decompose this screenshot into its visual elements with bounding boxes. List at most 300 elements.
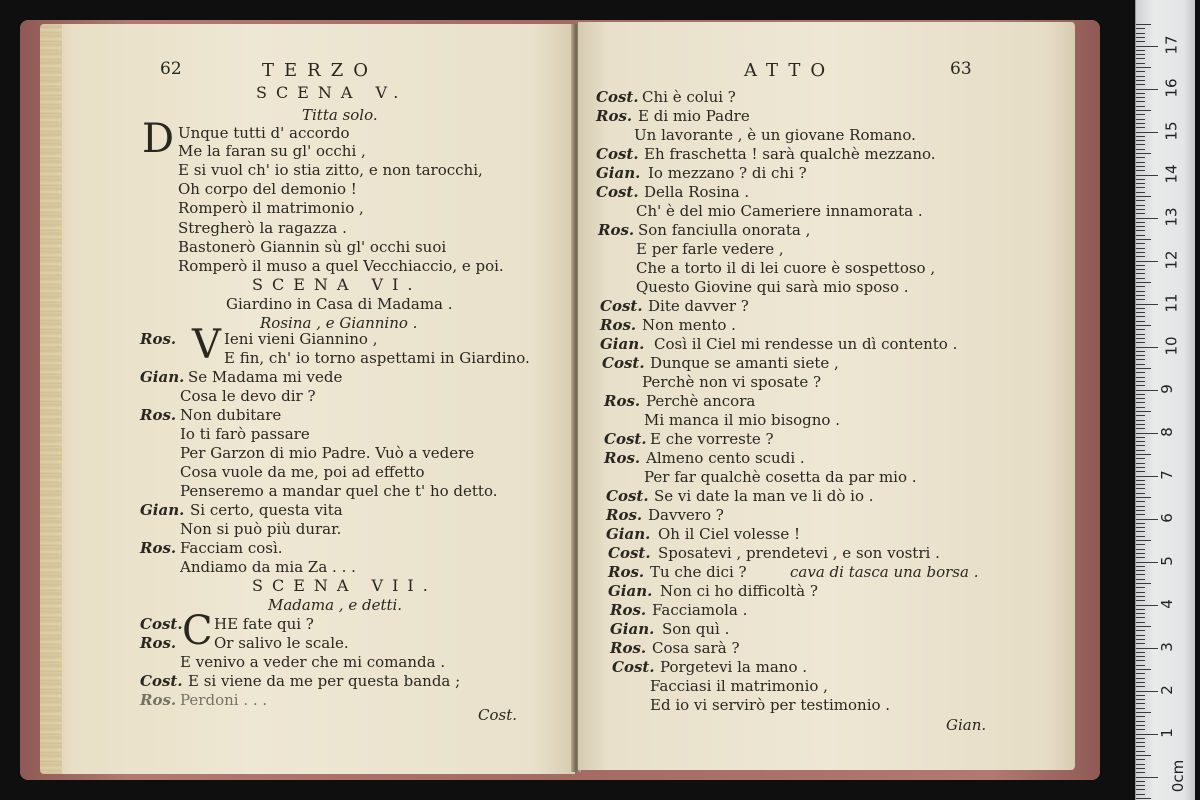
ruler-tick: [1136, 381, 1145, 382]
ruler-tick: [1136, 738, 1145, 739]
ruler-tick: [1136, 716, 1145, 717]
verse-line: Tu che dici ?: [650, 563, 747, 581]
ruler-tick: [1136, 441, 1145, 442]
drop-cap: D: [142, 116, 175, 162]
ruler-tick: [1136, 58, 1145, 59]
ruler-tick: [1136, 93, 1145, 94]
ruler-tick: [1136, 97, 1145, 98]
ruler-tick: [1136, 304, 1158, 305]
verse-line: Per far qualchè cosetta da par mio .: [644, 468, 917, 486]
verse-line: Ch' è del mio Cameriere innamorata .: [636, 202, 923, 220]
scene-title: SCENA VI.: [252, 275, 422, 294]
ruler-tick: [1136, 351, 1145, 352]
verse-line: Son fanciulla onorata ,: [638, 221, 811, 239]
ruler-tick: [1136, 570, 1145, 571]
ruler-label: 6: [1157, 513, 1176, 523]
ruler-tick: [1136, 424, 1145, 425]
ruler-tick: [1136, 562, 1158, 563]
ruler-tick: [1136, 445, 1145, 446]
ruler-tick: [1136, 729, 1145, 730]
ruler-tick: [1136, 768, 1145, 769]
ruler-label: 4: [1157, 599, 1176, 609]
speaker-label: Ros.: [604, 449, 641, 467]
ruler-tick: [1136, 665, 1145, 666]
ruler-tick: [1136, 678, 1145, 679]
ruler-tick: [1136, 686, 1145, 687]
ruler-label: 15: [1162, 121, 1181, 141]
verse-line: Cosa le devo dir ?: [180, 387, 316, 405]
ruler-tick: [1136, 28, 1145, 29]
verse-line: Non mento .: [642, 316, 736, 334]
verse-line: Non ci ho difficoltà ?: [660, 582, 818, 600]
scene-setting: Giardino in Casa di Madama .: [226, 295, 453, 313]
ruler-tick: [1136, 458, 1145, 459]
left-page: [40, 24, 575, 774]
ruler-tick: [1136, 497, 1151, 498]
ruler-tick: [1136, 278, 1145, 279]
drop-cap: V: [192, 322, 221, 368]
right-page: [578, 22, 1075, 770]
ruler-label: 16: [1162, 78, 1181, 98]
ruler-tick: [1136, 506, 1145, 507]
ruler-tick: [1136, 149, 1145, 150]
stage-direction: cava di tasca una borsa .: [790, 563, 979, 581]
page-number: 63: [950, 59, 972, 79]
ruler-tick: [1136, 536, 1145, 537]
ruler-tick: [1136, 407, 1145, 408]
speaker-label: Ros.: [604, 392, 641, 410]
ruler-tick: [1136, 583, 1151, 584]
ruler-tick: [1136, 119, 1145, 120]
scene-title: SCENA V.: [256, 83, 408, 102]
ruler-tick: [1136, 587, 1145, 588]
verse-line: Per Garzon di mio Padre. Vuò a vedere: [180, 444, 475, 462]
ruler-tick: [1136, 286, 1145, 287]
verse-line: HE fate qui ?: [214, 615, 314, 633]
speaker-label: Cost.: [596, 88, 639, 106]
ruler-tick: [1136, 691, 1158, 692]
ruler-tick: [1136, 110, 1151, 111]
ruler-tick: [1136, 162, 1145, 163]
ruler-tick: [1136, 402, 1145, 403]
verse-line: Facciasi il matrimonio ,: [650, 677, 828, 695]
ruler-tick: [1136, 222, 1145, 223]
ruler-tick: [1136, 368, 1151, 369]
ruler-tick: [1136, 321, 1145, 322]
ruler-tick: [1136, 725, 1145, 726]
speaker-label: Ros.: [140, 330, 177, 348]
ruler-label: 2: [1157, 685, 1176, 695]
ruler-tick: [1136, 712, 1151, 713]
ruler-tick: [1136, 755, 1151, 756]
ruler-tick: [1136, 295, 1145, 296]
ruler-tick: [1136, 699, 1145, 700]
ruler-tick: [1136, 415, 1145, 416]
ruler-tick: [1136, 273, 1145, 274]
speaker-label: Ros.: [600, 316, 637, 334]
speaker-label: Cost.: [596, 183, 639, 201]
ruler-tick: [1136, 596, 1145, 597]
ruler-tick: [1136, 144, 1145, 145]
ruler-label: 0cm: [1169, 759, 1188, 793]
verse-line: E di mio Padre: [638, 107, 750, 125]
ruler-tick: [1136, 708, 1145, 709]
catchword: Cost.: [478, 706, 518, 724]
ruler-tick: [1136, 781, 1145, 782]
drop-cap: C: [182, 608, 213, 654]
ruler-tick: [1136, 114, 1145, 115]
ruler-tick: [1136, 514, 1145, 515]
ruler-tick: [1136, 157, 1145, 158]
running-head: ATTO: [744, 60, 836, 81]
ruler-tick: [1136, 329, 1145, 330]
ruler-tick: [1136, 342, 1145, 343]
ruler-tick: [1136, 187, 1145, 188]
speaker-label: Gian.: [600, 335, 645, 353]
ruler-tick: [1136, 682, 1145, 683]
verse-line: Ed io vi servirò per testimonio .: [650, 696, 891, 714]
verse-line: Si certo, questa vita: [190, 501, 343, 519]
ruler-label: 14: [1162, 164, 1181, 184]
ruler-tick: [1136, 385, 1145, 386]
ruler-tick: [1136, 433, 1158, 434]
verse-line: E venivo a veder che mi comanda .: [180, 653, 446, 671]
speaker-label: Gian.: [610, 620, 655, 638]
verse-line: Sposatevi , prendetevi , e son vostri .: [658, 544, 940, 562]
ruler-tick: [1136, 84, 1145, 85]
verse-line: Stregherò la ragazza .: [178, 219, 347, 237]
ruler-tick: [1136, 226, 1145, 227]
verse-line: Dunque se amanti siete ,: [650, 354, 839, 372]
ruler-tick: [1136, 794, 1145, 795]
ruler-tick: [1136, 488, 1145, 489]
ruler-tick: [1136, 308, 1145, 309]
ruler-tick: [1136, 50, 1145, 51]
ruler-tick: [1136, 46, 1158, 47]
ruler-tick: [1136, 626, 1151, 627]
verse-line: Non si può più durar.: [180, 520, 342, 538]
ruler-tick: [1136, 140, 1145, 141]
ruler-tick: [1136, 450, 1145, 451]
speaker-label: Cost.: [596, 145, 639, 163]
verse-line: Se Madama mi vede: [188, 368, 343, 386]
ruler-tick: [1136, 695, 1145, 696]
ruler-tick: [1136, 248, 1145, 249]
ruler-tick: [1136, 484, 1145, 485]
verse-line: Non dubitare: [180, 406, 282, 424]
ruler-tick: [1136, 372, 1145, 373]
ruler-tick: [1136, 24, 1151, 25]
ruler-tick: [1136, 33, 1145, 34]
verse-line: Son quì .: [662, 620, 730, 638]
verse-line: Oh corpo del demonio !: [178, 180, 357, 198]
ruler-tick: [1136, 299, 1145, 300]
ruler-tick: [1136, 71, 1145, 72]
ruler-tick: [1136, 742, 1145, 743]
ruler-tick: [1136, 364, 1145, 365]
ruler-tick: [1136, 106, 1145, 107]
ruler-tick: [1136, 235, 1145, 236]
scene-title: SCENA VII.: [252, 576, 437, 595]
ruler-tick: [1136, 557, 1145, 558]
ruler-tick: [1136, 789, 1145, 790]
ruler-tick: [1136, 480, 1145, 481]
verse-line: Porgetevi la mano .: [660, 658, 808, 676]
speaker-label: Cost.: [600, 297, 643, 315]
ruler-tick: [1136, 282, 1151, 283]
verse-line: Così il Ciel mi rendesse un dì contento .: [654, 335, 958, 353]
ruler-tick: [1136, 549, 1145, 550]
verse-line: Io mezzano ? di chi ?: [648, 164, 807, 182]
ruler-tick: [1136, 437, 1145, 438]
ruler-tick: [1136, 230, 1145, 231]
ruler-tick: [1136, 734, 1158, 735]
ruler-tick: [1136, 196, 1151, 197]
ruler-tick: [1136, 476, 1158, 477]
verse-line: Romperò il matrimonio ,: [178, 199, 364, 217]
ruler-tick: [1136, 54, 1145, 55]
speaker-label: Ros.: [608, 563, 645, 581]
ruler-tick: [1136, 777, 1158, 778]
ruler-label: 10: [1162, 336, 1181, 356]
verse-line: Perdoni . . .: [180, 691, 268, 709]
ruler-tick: [1136, 325, 1151, 326]
speaker-label: Cost.: [612, 658, 655, 676]
verse-line: Perchè ancora: [646, 392, 756, 410]
ruler-tick: [1136, 136, 1145, 137]
ruler-tick: [1136, 213, 1145, 214]
ruler-tick: [1136, 347, 1158, 348]
ruler-tick: [1136, 80, 1145, 81]
ruler-label: 7: [1157, 470, 1176, 480]
ruler-tick: [1136, 170, 1145, 171]
speaker-label: Ros.: [596, 107, 633, 125]
ruler-tick: [1136, 463, 1145, 464]
ruler-tick: [1136, 527, 1145, 528]
ruler-tick: [1136, 798, 1151, 799]
speaker-label: Gian.: [606, 525, 651, 543]
speaker-label: Cost.: [608, 544, 651, 562]
speaker-label: Gian.: [608, 582, 653, 600]
verse-line: Cosa sarà ?: [652, 639, 740, 657]
verse-line: Questo Giovine qui sarà mio sposo .: [636, 278, 909, 296]
ruler-tick: [1136, 316, 1145, 317]
ruler-tick: [1136, 398, 1145, 399]
ruler-tick: [1136, 132, 1158, 133]
ruler-tick: [1136, 531, 1145, 532]
ruler-tick: [1136, 501, 1145, 502]
ruler-tick: [1136, 519, 1158, 520]
ruler-tick: [1136, 471, 1145, 472]
ruler-tick: [1136, 123, 1145, 124]
ruler-tick: [1136, 579, 1145, 580]
ruler-tick: [1136, 394, 1145, 395]
ruler-tick: [1136, 183, 1145, 184]
ruler-tick: [1136, 523, 1145, 524]
speaker-label: Ros.: [606, 506, 643, 524]
ruler-label: 17: [1162, 35, 1181, 55]
ruler-tick: [1136, 609, 1145, 610]
ruler-tick: [1136, 510, 1145, 511]
ruler-tick: [1136, 420, 1145, 421]
verse-line: Chi è colui ?: [642, 88, 736, 106]
speaker-label: Ros.: [610, 639, 647, 657]
ruler-tick: [1136, 605, 1158, 606]
verse-line: Romperò il muso a quel Vecchiaccio, e poi.: [178, 257, 504, 275]
ruler-tick: [1136, 334, 1145, 335]
speaker-label: Cost.: [140, 615, 183, 633]
ruler-tick: [1136, 101, 1145, 102]
measuring-ruler: [1135, 0, 1195, 800]
verse-line: Almeno cento scudi .: [646, 449, 805, 467]
ruler-tick: [1136, 41, 1145, 42]
scene-subtitle: Madama , e detti.: [268, 596, 403, 614]
scene-subtitle: Titta solo.: [302, 106, 378, 124]
verse-line: Se vi date la man ve li dò io .: [654, 487, 874, 505]
speaker-label: Cost.: [602, 354, 645, 372]
ruler-tick: [1136, 544, 1145, 545]
ruler-tick: [1136, 127, 1145, 128]
verse-line: Oh il Ciel volesse !: [658, 525, 801, 543]
verse-line: E si viene da me per questa banda ;: [188, 672, 461, 690]
ruler-tick: [1136, 566, 1145, 567]
ruler-tick: [1136, 390, 1158, 391]
catchword: Gian.: [946, 716, 987, 734]
verse-line: Me la faran su gl' occhi ,: [178, 142, 366, 160]
ruler-tick: [1136, 175, 1158, 176]
verse-line: E fin, ch' io torno aspettami in Giardino.: [224, 349, 530, 367]
verse-line: Facciamola .: [652, 601, 748, 619]
speaker-label: Ros.: [140, 539, 177, 557]
ruler-tick: [1136, 772, 1145, 773]
ruler-tick: [1136, 243, 1145, 244]
verse-line: Bastonerò Giannin sù gl' occhi suoi: [178, 238, 447, 256]
ruler-tick: [1136, 617, 1145, 618]
ruler-label: 5: [1157, 556, 1176, 566]
verse-line: Della Rosina .: [644, 183, 750, 201]
verse-line: Andiamo da mia Za . . .: [180, 558, 356, 576]
ruler-tick: [1136, 192, 1145, 193]
ruler-tick: [1136, 764, 1145, 765]
ruler-tick: [1136, 592, 1145, 593]
ruler-tick: [1136, 37, 1145, 38]
ruler-tick: [1136, 63, 1145, 64]
verse-line: E che vorreste ?: [650, 430, 774, 448]
ruler-tick: [1136, 312, 1145, 313]
ruler-tick: [1136, 630, 1145, 631]
ruler-tick: [1136, 153, 1151, 154]
ruler-tick: [1136, 252, 1145, 253]
ruler-tick: [1136, 209, 1145, 210]
scene-subtitle: Rosina , e Giannino .: [260, 314, 418, 332]
speaker-label: Ros.: [598, 221, 635, 239]
speaker-label: Cost.: [606, 487, 649, 505]
verse-line: Cosa vuole da me, poi ad effetto: [180, 463, 425, 481]
ruler-label: 11: [1162, 293, 1181, 313]
ruler-tick: [1136, 205, 1145, 206]
ruler-tick: [1136, 721, 1145, 722]
ruler-tick: [1136, 493, 1145, 494]
ruler-tick: [1136, 179, 1145, 180]
ruler-tick: [1136, 703, 1145, 704]
verse-line: Or salivo le scale.: [214, 634, 349, 652]
ruler-tick: [1136, 338, 1145, 339]
ruler-label: 13: [1162, 207, 1181, 227]
ruler-tick: [1136, 200, 1145, 201]
speaker-label: Ros.: [140, 634, 177, 652]
ruler-tick: [1136, 643, 1145, 644]
ruler-tick: [1136, 67, 1151, 68]
speaker-label: Ros.: [140, 691, 177, 709]
ruler-tick: [1136, 76, 1145, 77]
ruler-tick: [1136, 652, 1145, 653]
speaker-label: Gian.: [140, 368, 185, 386]
page-number: 62: [160, 59, 182, 79]
verse-line: Facciam così.: [180, 539, 283, 557]
ruler-tick: [1136, 291, 1145, 292]
ruler-label: 12: [1162, 250, 1181, 270]
ruler-tick: [1136, 355, 1145, 356]
ruler-tick: [1136, 467, 1145, 468]
ruler-tick: [1136, 359, 1145, 360]
ruler-tick: [1136, 89, 1158, 90]
ruler-tick: [1136, 454, 1151, 455]
verse-line: Davvero ?: [648, 506, 724, 524]
ruler-tick: [1136, 600, 1145, 601]
ruler-tick: [1136, 669, 1151, 670]
ruler-tick: [1136, 239, 1151, 240]
verse-line: Ieni vieni Giannino ,: [224, 330, 378, 348]
verse-line: E per farle vedere ,: [636, 240, 784, 258]
ruler-tick: [1136, 540, 1151, 541]
ruler-tick: [1136, 261, 1158, 262]
ruler-tick: [1136, 751, 1145, 752]
speaker-label: Ros.: [610, 601, 647, 619]
ruler-tick: [1136, 673, 1145, 674]
verse-line: Io ti farò passare: [180, 425, 310, 443]
ruler-tick: [1136, 622, 1145, 623]
ruler-tick: [1136, 746, 1145, 747]
ruler-tick: [1136, 166, 1145, 167]
verse-line: Unque tutti d' accordo: [178, 124, 350, 142]
verse-line: Mi manca il mio bisogno .: [644, 411, 841, 429]
ruler-tick: [1136, 265, 1145, 266]
ruler-tick: [1136, 218, 1158, 219]
verse-line: Perchè non vi sposate ?: [642, 373, 822, 391]
speaker-label: Gian.: [596, 164, 641, 182]
ruler-tick: [1136, 656, 1145, 657]
speaker-label: Ros.: [140, 406, 177, 424]
speaker-label: Cost.: [140, 672, 183, 690]
ruler-label: 3: [1157, 642, 1176, 652]
verse-line: Un lavorante , è un giovane Romano.: [634, 126, 916, 144]
ruler-tick: [1136, 759, 1145, 760]
running-head: TERZO: [262, 60, 378, 81]
ruler-tick: [1136, 553, 1145, 554]
verse-line: E si vuol ch' io stia zitto, e non tarocchi,: [178, 161, 483, 179]
ruler-tick: [1136, 377, 1145, 378]
ruler-tick: [1136, 635, 1145, 636]
ruler-tick: [1136, 256, 1145, 257]
ruler-tick: [1136, 411, 1151, 412]
verse-line: Che a torto il di lei cuore è sospettoso ,: [636, 259, 936, 277]
verse-line: Eh fraschetta ! sarà qualchè mezzano.: [644, 145, 936, 163]
ruler-tick: [1136, 613, 1145, 614]
ruler-tick: [1136, 639, 1145, 640]
ruler-tick: [1136, 574, 1145, 575]
speaker-label: Gian.: [140, 501, 185, 519]
ruler-tick: [1136, 648, 1158, 649]
